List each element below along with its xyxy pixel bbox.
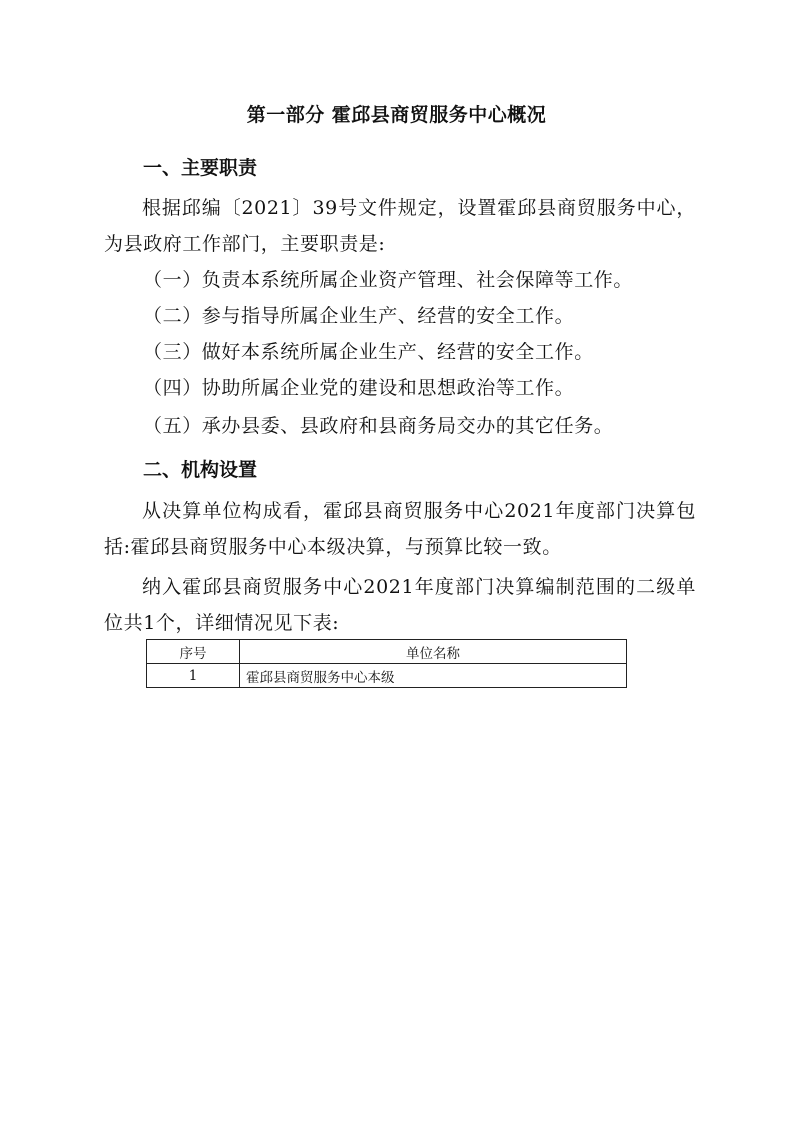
duty-item-5: （五）承办县委、县政府和县商务局交办的其它任务。	[143, 415, 614, 437]
organization-paragraph-2: 纳入霍邱县商贸服务中心2021年度部门决算编制范围的二级单位共1个，详细情况见下表:	[104, 576, 696, 634]
table-row	[147, 664, 627, 688]
duty-item-4: （四）协助所属企业党的建设和思想政治等工作。	[143, 377, 575, 399]
page-title: 第一部分 霍邱县商贸服务中心概况	[246, 104, 547, 126]
duty-item-1: （一）负责本系统所属企业资产管理、社会保障等工作。	[143, 269, 634, 291]
table-header-row	[147, 640, 627, 664]
duties-intro-paragraph: 根据邱编〔2021〕39号文件规定，设置霍邱县商贸服务中心，为县政府工作部门，主要职责是:	[104, 197, 696, 255]
organization-paragraph-1: 从决算单位构成看，霍邱县商贸服务中心2021年度部门决算包括:霍邱县商贸服务中心本级决算，与预算比较一致。	[104, 500, 696, 558]
duty-item-3: （三）做好本系统所属企业生产、经营的安全工作。	[143, 341, 594, 363]
table-header-index: 序号	[147, 640, 240, 664]
table-cell-unit-name: 霍邱县商贸服务中心本级	[240, 664, 627, 688]
duty-item-2: （二）参与指导所属企业生产、经营的安全工作。	[143, 305, 575, 327]
section-heading-organization: 二、机构设置	[143, 459, 258, 481]
section-heading-duties: 一、主要职责	[143, 157, 258, 179]
table-header-unit-name: 单位名称	[240, 640, 627, 664]
units-table	[146, 639, 627, 688]
table-cell-index: 1	[147, 664, 240, 688]
